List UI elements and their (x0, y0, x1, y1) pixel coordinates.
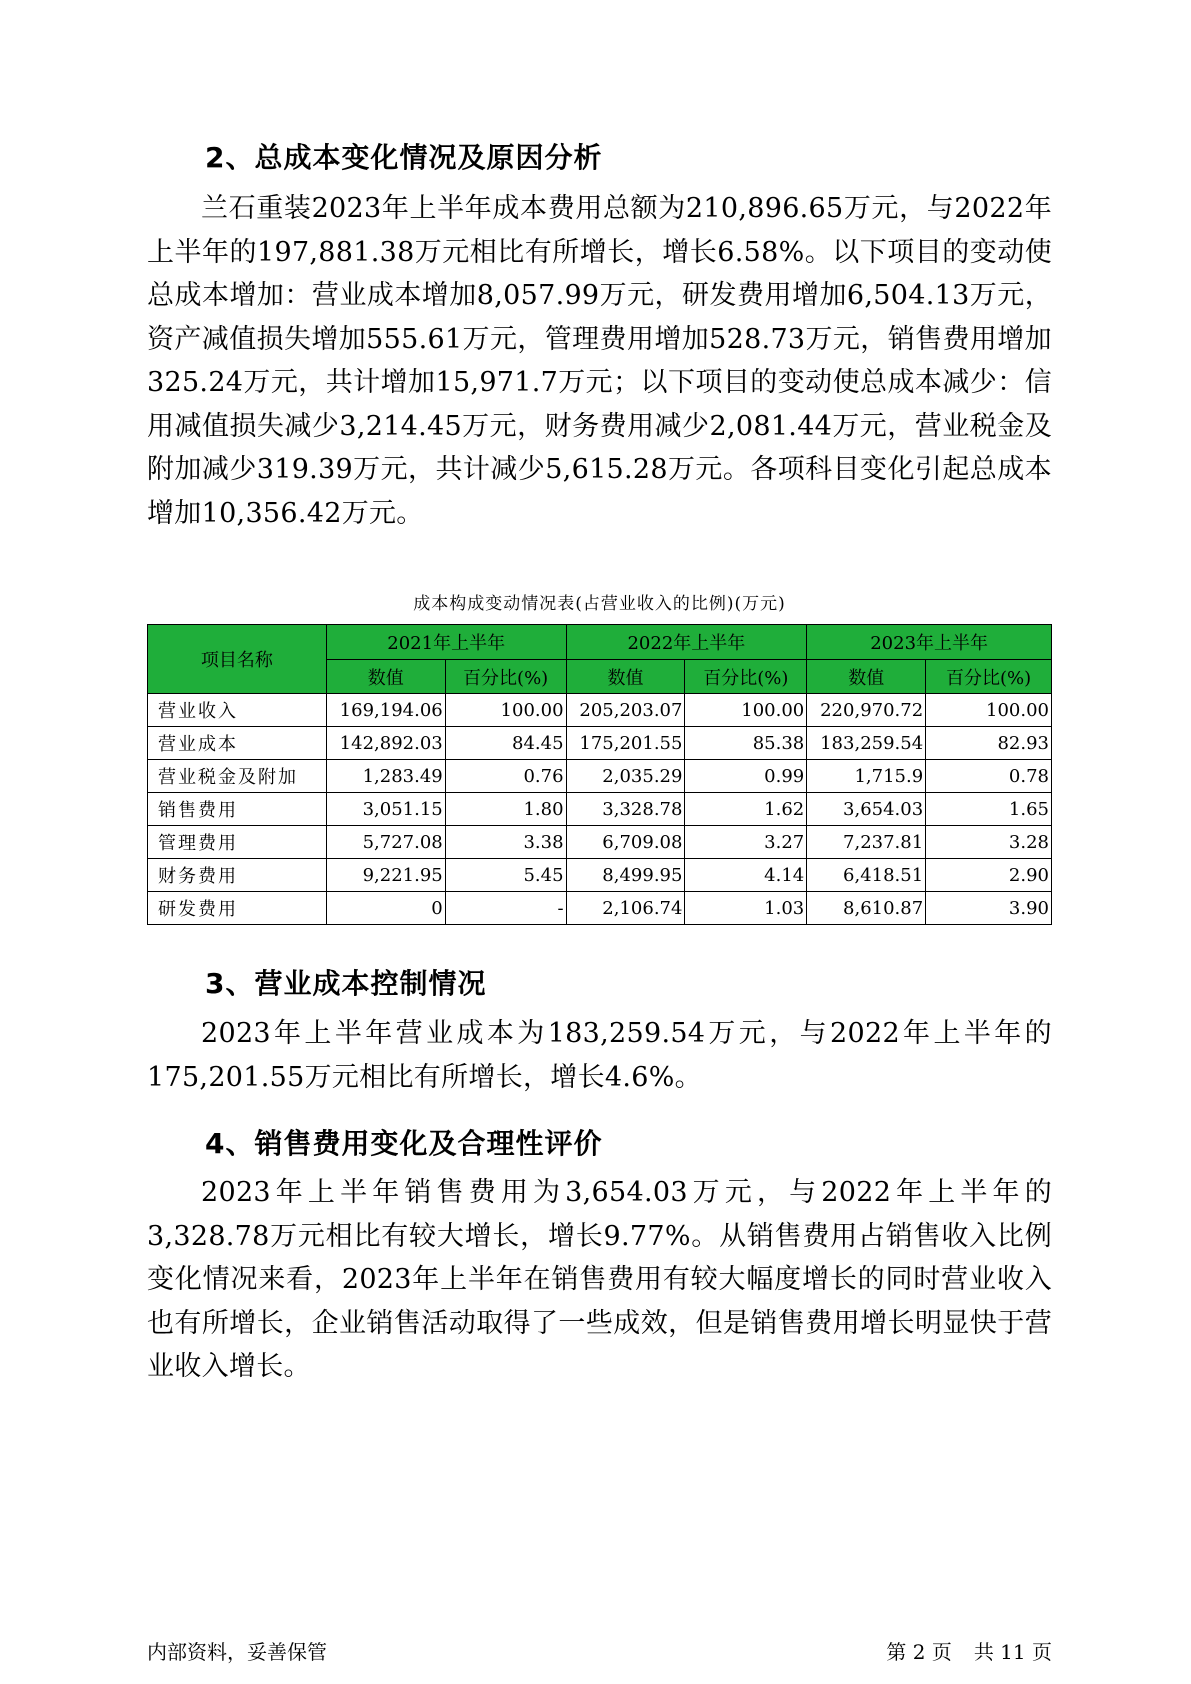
section-2-paragraph: 兰石重装2023年上半年成本费用总额为210,896.65万元，与2022年上半年的197,881.38万元相比有所增长，增长6.58%。以下项目的变动使总成本增加：营业成本增加8,057.99万元，研发费用增加6,504.13万元，资产减值损失增加555.61万元，管理费用增加528.73万元，销售费用增加325.24万元，共计增加15,971.7万元；以下项目的变动使总成本减少：信用减值损失减少3,214.45万元，财务费用减少2,081.44万元，营业税金及附加减少319.39万元，共计减少5,615.28万元。各项科目变化引起总成本增加10,356.42万元。 (147, 193, 1052, 529)
cell-percent: 1.03 (685, 892, 807, 925)
cell-percent: 3.90 (926, 892, 1052, 925)
table-row (148, 859, 1052, 892)
section-3-paragraph: 2023年上半年营业成本为183,259.54万元，与2022年上半年的175,201.55万元相比有所增长，增长4.6%。 (147, 1018, 1052, 1093)
header-item-name: 项目名称 (148, 625, 327, 694)
cell-percent: - (445, 892, 566, 925)
cell-value: 205,203.07 (566, 694, 685, 727)
cell-value: 1,283.49 (326, 760, 445, 793)
cell-percent: 4.14 (685, 859, 807, 892)
cell-percent: 0.99 (685, 760, 807, 793)
row-name: 销售费用 (148, 793, 327, 826)
table-header-row (148, 625, 1052, 660)
cell-value: 5,727.08 (326, 826, 445, 859)
cell-value: 0 (326, 892, 445, 925)
cell-percent: 82.93 (926, 727, 1052, 760)
cell-percent: 85.38 (685, 727, 807, 760)
header-period-2021: 2021年上半年 (326, 625, 566, 660)
cell-percent: 3.38 (445, 826, 566, 859)
cell-percent: 0.78 (926, 760, 1052, 793)
cell-value: 9,221.95 (326, 859, 445, 892)
cost-structure-table (147, 624, 1052, 925)
header-value: 数值 (566, 660, 685, 694)
footer-confidential-note: 内部资料，妥善保管 (147, 1640, 327, 1664)
cell-percent: 100.00 (926, 694, 1052, 727)
cell-percent: 1.62 (685, 793, 807, 826)
cell-percent: 3.28 (926, 826, 1052, 859)
table-row (148, 727, 1052, 760)
cell-value: 8,499.95 (566, 859, 685, 892)
cell-value: 7,237.81 (807, 826, 926, 859)
section-4-heading: 4、销售费用变化及合理性评价 (205, 1127, 603, 1160)
table-row (148, 826, 1052, 859)
cell-value: 3,654.03 (807, 793, 926, 826)
header-percent: 百分比(%) (926, 660, 1052, 694)
row-name: 研发费用 (148, 892, 327, 925)
cell-percent: 5.45 (445, 859, 566, 892)
row-name: 管理费用 (148, 826, 327, 859)
cell-percent: 1.80 (445, 793, 566, 826)
cell-value: 2,106.74 (566, 892, 685, 925)
cell-value: 169,194.06 (326, 694, 445, 727)
section-3-heading: 3、营业成本控制情况 (205, 967, 487, 1000)
cell-value: 142,892.03 (326, 727, 445, 760)
header-percent: 百分比(%) (685, 660, 807, 694)
cell-value: 1,715.9 (807, 760, 926, 793)
cell-value: 6,418.51 (807, 859, 926, 892)
row-name: 营业成本 (148, 727, 327, 760)
cell-value: 2,035.29 (566, 760, 685, 793)
cell-percent: 84.45 (445, 727, 566, 760)
cell-value: 175,201.55 (566, 727, 685, 760)
table-row (148, 892, 1052, 925)
cell-percent: 1.65 (926, 793, 1052, 826)
table-caption: 成本构成变动情况表(占营业收入的比例)(万元) (413, 594, 786, 614)
footer-total-pages: 共 11 页 (973, 1640, 1052, 1664)
cell-percent: 0.76 (445, 760, 566, 793)
row-name: 财务费用 (148, 859, 327, 892)
table-row (148, 694, 1052, 727)
footer-page-number (886, 1636, 1052, 1665)
table-row (148, 793, 1052, 826)
cell-value: 8,610.87 (807, 892, 926, 925)
header-value: 数值 (807, 660, 926, 694)
section-2-heading: 2、总成本变化情况及原因分析 (205, 141, 603, 174)
cell-percent: 3.27 (685, 826, 807, 859)
section-4-paragraph: 2023年上半年销售费用为3,654.03万元，与2022年上半年的3,328.78万元相比有较大增长，增长9.77%。从销售费用占销售收入比例变化情况来看，2023年上半年在销售费用有较大幅度增长的同时营业收入也有所增长，企业销售活动取得了一些成效，但是销售费用增长明显快于营业收入增长。 (147, 1177, 1052, 1382)
cell-percent: 2.90 (926, 859, 1052, 892)
cell-percent: 100.00 (445, 694, 566, 727)
row-name: 营业收入 (148, 694, 327, 727)
header-percent: 百分比(%) (445, 660, 566, 694)
table-row (148, 760, 1052, 793)
cell-value: 183,259.54 (807, 727, 926, 760)
cell-percent: 100.00 (685, 694, 807, 727)
header-period-2022: 2022年上半年 (566, 625, 807, 660)
cell-value: 6,709.08 (566, 826, 685, 859)
header-value: 数值 (326, 660, 445, 694)
cell-value: 220,970.72 (807, 694, 926, 727)
footer-current-page: 第 2 页 (886, 1640, 952, 1664)
cell-value: 3,328.78 (566, 793, 685, 826)
row-name: 营业税金及附加 (148, 760, 327, 793)
header-period-2023: 2023年上半年 (807, 625, 1052, 660)
cell-value: 3,051.15 (326, 793, 445, 826)
